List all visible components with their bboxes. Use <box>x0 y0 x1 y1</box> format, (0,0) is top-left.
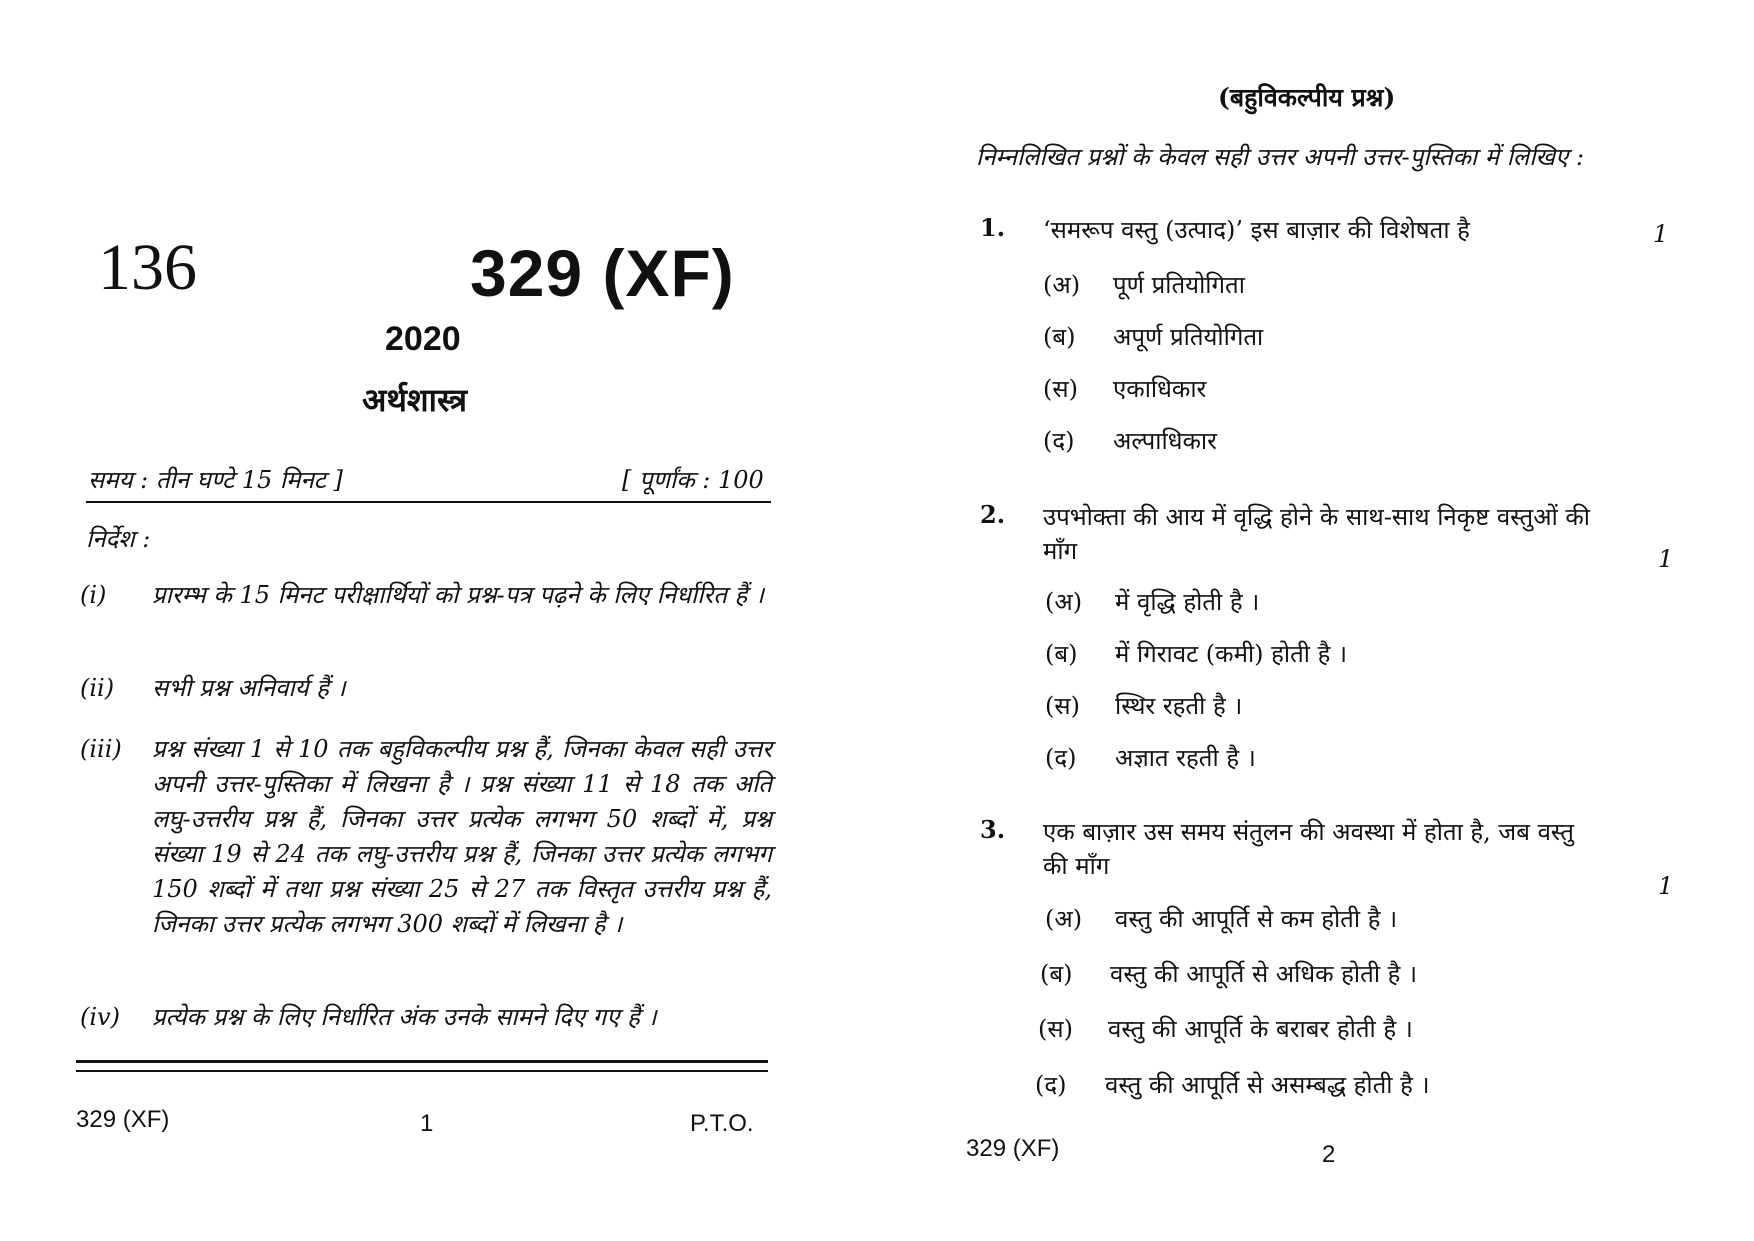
footer-double-rule <box>76 1060 768 1072</box>
instruction-number: (ii) <box>80 674 115 702</box>
option-text: अज्ञात रहती है । <box>1115 744 1256 772</box>
option-label: (ब) <box>1040 960 1073 988</box>
option-label: (अ) <box>1045 588 1083 616</box>
instruction-number: (iv) <box>80 1003 120 1031</box>
option-text: पूर्ण प्रतियोगिता <box>1113 271 1245 299</box>
paper-subject: अर्थशास्त्र <box>362 381 468 419</box>
sheet-code: 136 <box>98 231 197 304</box>
question-marks: 1 <box>1658 545 1674 573</box>
option-text: में गिरावट (कमी) होती है । <box>1115 640 1348 668</box>
footer-paper-code: 329 (XF) <box>966 1135 1060 1162</box>
header-rule <box>86 501 771 503</box>
question-text: ‘समरूप वस्तु (उत्पाद)’ इस बाज़ार की विशेषता है <box>1043 216 1470 244</box>
option-label: (स) <box>1045 692 1080 720</box>
option-label: (द) <box>1035 1071 1067 1099</box>
question-text: उपभोक्ता की आय में वृद्धि होने के साथ-साथ निकृष्ट वस्तुओं की माँग <box>1043 503 1590 565</box>
option-label: (द) <box>1045 744 1077 772</box>
instruction-number: (i) <box>80 581 107 609</box>
option-text: अल्पाधिकार <box>1113 427 1217 455</box>
instructions-heading: निर्देश : <box>86 525 151 553</box>
question-marks: 1 <box>1658 872 1674 900</box>
option-label: (अ) <box>1045 905 1083 933</box>
instruction-text: प्रश्न संख्या 1 से 10 तक बहुविकल्पीय प्रश्न हैं, जिनका केवल सही उत्तर अपनी उत्तर-पुस्तिका में लिखना है । प्रश्न संख्या 11 से 18 तक अति लघु-उत्तरीय प्रश्न हैं, जिनका उत्तर प्रत्येक लगभग 50 शब्दों में, प्रश्न संख्या 19 से 24 तक लघु-उत्तरीय प्रश्न हैं, जिनका उत्तर प्रत्येक लगभग 150 शब्दों में तथा प्रश्न संख्या 25 से 27 तक विस्तृत उत्तरीय प्रश्न हैं, जिनका उत्तर प्रत्येक लगभग 300 शब्दों में लिखना है । <box>152 735 772 938</box>
option-text: एकाधिकार <box>1113 375 1207 403</box>
section-instruction: निम्नलिखित प्रश्नों के केवल सही उत्तर अपनी उत्तर-पुस्तिका में लिखिए : <box>976 143 1585 171</box>
section-heading: (बहुविकल्पीय प्रश्न) <box>1218 83 1396 112</box>
question-marks: 1 <box>1653 220 1669 248</box>
paper-code: 329 (XF) <box>470 236 735 310</box>
question-number: 1. <box>980 213 1006 242</box>
instruction-number: (iii) <box>80 735 122 763</box>
question-text: एक बाज़ार उस समय संतुलन की अवस्था में होता है, जब वस्तु की माँग <box>1043 818 1574 880</box>
option-text: अपूर्ण प्रतियोगिता <box>1113 323 1264 351</box>
footer-page-number: 2 <box>1322 1141 1336 1168</box>
footer-paper-code: 329 (XF) <box>76 1106 170 1133</box>
question-number: 2. <box>980 500 1006 529</box>
option-text: वस्तु की आपूर्ति के बराबर होती है । <box>1108 1015 1413 1043</box>
option-label: (स) <box>1038 1015 1073 1043</box>
option-text: स्थिर रहती है । <box>1115 692 1243 720</box>
paper-year: 2020 <box>385 320 461 358</box>
option-label: (स) <box>1043 375 1078 403</box>
instruction-text: सभी प्रश्न अनिवार्य हैं । <box>152 674 346 702</box>
exam-time: समय : तीन घण्टे 15 मिनट ] <box>88 466 343 494</box>
instruction-text: प्रारम्भ के 15 मिनट परीक्षार्थियों को प्रश्न-पत्र पढ़ने के लिए निर्धारित हैं । <box>152 581 765 609</box>
option-label: (अ) <box>1043 271 1081 299</box>
option-text: में वृद्धि होती है । <box>1115 588 1260 616</box>
option-text: वस्तु की आपूर्ति से कम होती है । <box>1115 905 1398 933</box>
option-text: वस्तु की आपूर्ति से अधिक होती है । <box>1110 960 1418 988</box>
instruction-text: प्रत्येक प्रश्न के लिए निर्धारित अंक उनके सामने दिए गए हैं । <box>152 1003 657 1031</box>
footer-page-number: 1 <box>420 1110 434 1137</box>
option-text: वस्तु की आपूर्ति से असम्बद्ध होती है । <box>1105 1071 1430 1099</box>
full-marks: [ पूर्णांक : 100 <box>622 466 764 494</box>
option-label: (ब) <box>1045 640 1078 668</box>
option-label: (द) <box>1043 427 1075 455</box>
footer-pto: P.T.O. <box>690 1110 754 1137</box>
option-label: (ब) <box>1043 323 1076 351</box>
question-number: 3. <box>980 815 1006 844</box>
